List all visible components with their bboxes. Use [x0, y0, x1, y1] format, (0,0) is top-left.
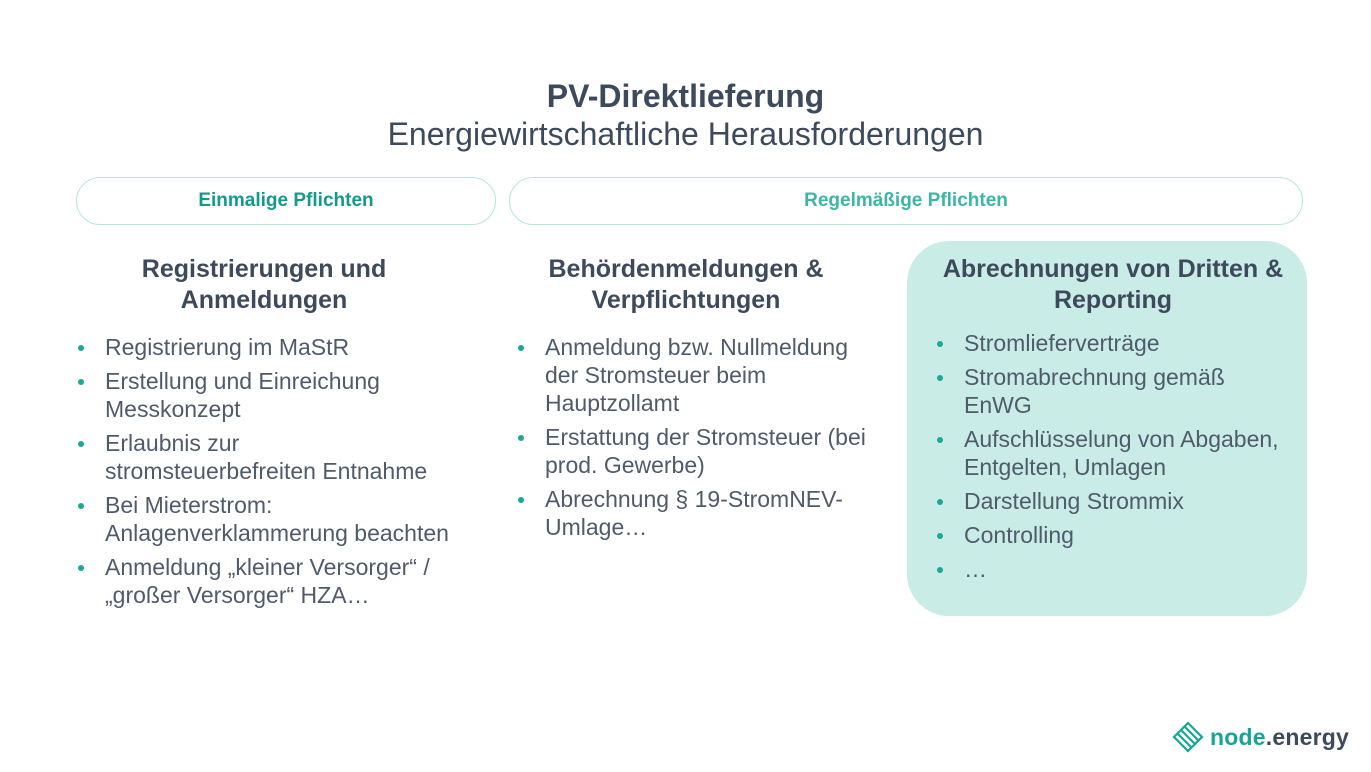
list-item-text: Controlling — [964, 522, 1074, 548]
list-item — [516, 485, 866, 541]
list-item — [935, 363, 1295, 419]
logo-suffix-text: .energy — [1265, 723, 1349, 750]
column-heading-line: Anmeldungen — [180, 286, 348, 314]
bullet-dot-icon — [518, 345, 524, 351]
list-item — [76, 553, 456, 609]
column-heading-line: Behördenmeldungen & — [548, 255, 824, 283]
column-heading-line: Verpflichtungen — [591, 286, 781, 314]
list-item-text: Anmeldung „kleiner Versorger“ / „großer Versorger“ HZA… — [105, 554, 430, 608]
list-item-text: Bei Mieterstrom: Anlagenverklammerung beachten — [105, 492, 449, 546]
list-item — [935, 555, 1295, 583]
list-item — [76, 491, 456, 547]
category-regular-pill — [509, 177, 1303, 225]
column-heading — [516, 254, 856, 316]
list-item-text: Aufschlüsselung von Abgaben, Entgelten, Umlagen — [964, 426, 1279, 480]
slide-title: PV-Direktlieferung — [546, 78, 825, 114]
list-item — [935, 521, 1295, 549]
list-item — [76, 333, 456, 361]
bullet-list — [516, 333, 866, 541]
bullet-dot-icon — [937, 341, 943, 347]
category-regular-label: Regelmäßige Pflichten — [804, 190, 1008, 211]
node-energy-logo-icon — [1172, 721, 1204, 753]
bullet-dot-icon — [937, 533, 943, 539]
bullet-dot-icon — [937, 567, 943, 573]
bullet-list — [935, 329, 1295, 589]
list-item-text: Erstattung der Stromsteuer (bei prod. Gewerbe) — [545, 424, 866, 478]
list-item-text: Erlaubnis zur stromsteuerbefreiten Entnahme — [105, 430, 428, 484]
list-item — [935, 329, 1295, 357]
slide-subtitle: Energiewirtschaftliche Herausforderungen — [387, 116, 984, 152]
list-item-text: Abrechnung § 19-StromNEV-Umlage… — [545, 486, 843, 540]
list-item-text: Erstellung und Einreichung Messkonzept — [105, 368, 380, 422]
logo-brand-text: node — [1210, 723, 1266, 750]
column-heading-line: Registrierungen und — [141, 255, 387, 283]
bullet-dot-icon — [78, 565, 84, 571]
list-item — [76, 429, 456, 485]
column-billing-reporting — [907, 241, 1307, 616]
bullet-dot-icon — [78, 379, 84, 385]
bullet-dot-icon — [937, 499, 943, 505]
bullet-dot-icon — [78, 345, 84, 351]
list-item — [76, 367, 456, 423]
node-energy-logo — [1172, 720, 1349, 754]
category-once-pill — [76, 177, 496, 225]
bullet-list — [76, 333, 456, 609]
list-item-text: Stromabrechnung gemäß EnWG — [964, 364, 1225, 418]
column-heading-line: Reporting — [1053, 286, 1173, 314]
logo-wordmark — [1210, 724, 1349, 751]
column-registrations — [76, 254, 456, 615]
bullet-dot-icon — [518, 497, 524, 503]
bullet-dot-icon — [937, 375, 943, 381]
list-item-text: Registrierung im MaStR — [105, 334, 350, 360]
bullet-dot-icon — [78, 503, 84, 509]
bullet-dot-icon — [937, 437, 943, 443]
column-heading — [76, 254, 452, 316]
category-once-label: Einmalige Pflichten — [198, 190, 374, 211]
bullet-dot-icon — [78, 441, 84, 447]
list-item — [516, 423, 866, 479]
column-heading — [907, 254, 1319, 316]
list-item-text: … — [964, 556, 987, 582]
bullet-dot-icon — [518, 435, 524, 441]
column-heading-line: Abrechnungen von Dritten & — [942, 255, 1284, 283]
list-item-text: Darstellung Strommix — [964, 488, 1184, 514]
column-authority-reports — [516, 254, 866, 547]
list-item — [516, 333, 866, 417]
list-item-text: Stromlieferverträge — [964, 330, 1160, 356]
list-item-text: Anmeldung bzw. Nullmeldung der Stromsteuer beim Hauptzollamt — [545, 334, 849, 416]
list-item — [935, 425, 1295, 481]
list-item — [935, 487, 1295, 515]
